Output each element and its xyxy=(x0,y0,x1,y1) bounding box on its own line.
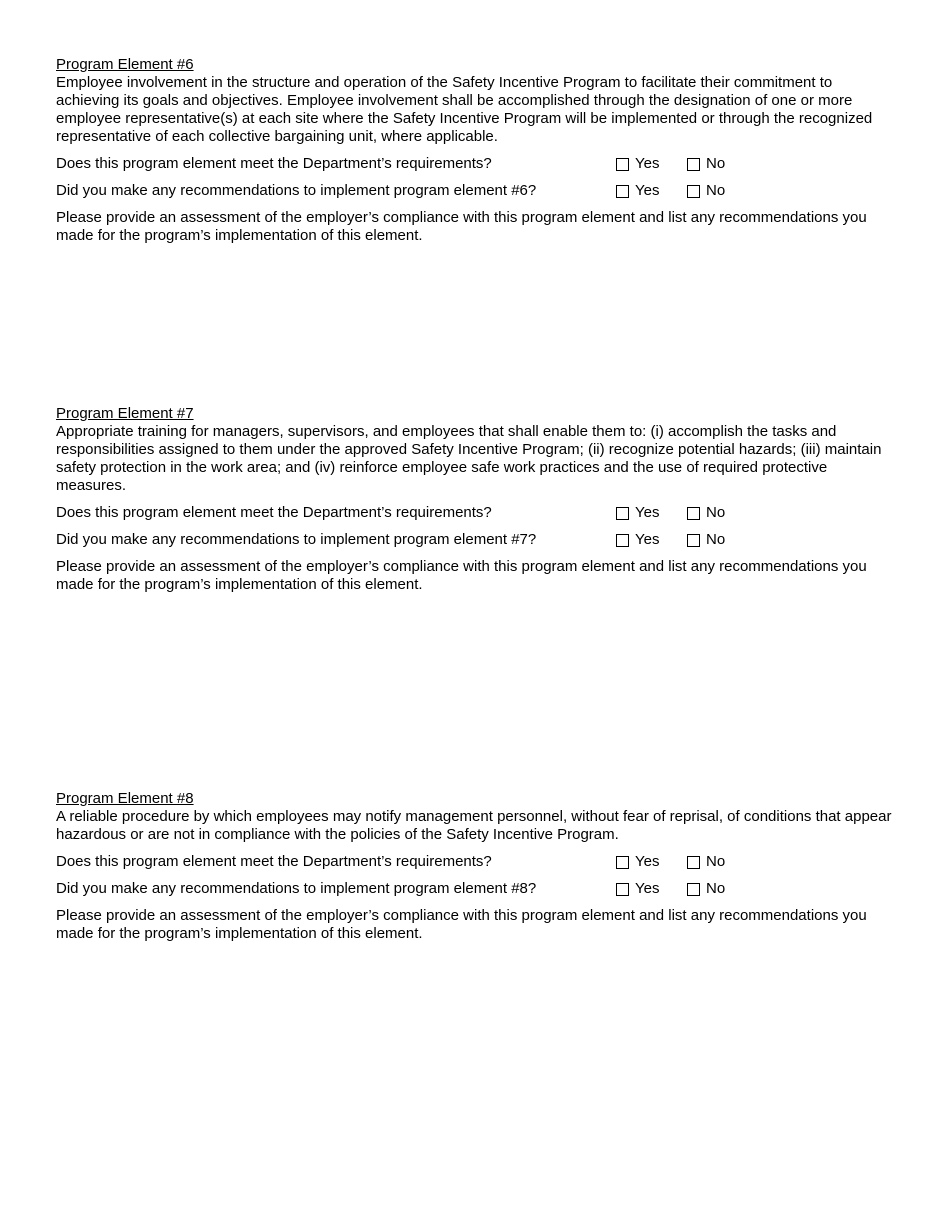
assessment-answer-area[interactable] xyxy=(56,594,896,744)
recommendations-yes-option[interactable] xyxy=(616,880,659,898)
yes-label: Yes xyxy=(635,531,660,548)
no-label: No xyxy=(706,504,726,521)
no-label: No xyxy=(706,155,726,172)
program-element-7 xyxy=(56,405,896,744)
recommendations-question: Did you make any recommendations to implement program element #6? xyxy=(56,182,537,199)
no-label: No xyxy=(706,531,726,548)
requirements-no-option[interactable] xyxy=(687,155,725,173)
checkbox[interactable] xyxy=(616,507,629,520)
element-heading: Program Element #7 xyxy=(56,405,194,422)
recommendations-no-option[interactable] xyxy=(687,531,725,549)
assessment-answer-area[interactable] xyxy=(56,943,896,1093)
recommendations-question: Did you make any recommendations to implement program element #8? xyxy=(56,880,537,897)
element-description: Employee involvement in the structure and operation of the Safety Incentive Program to facilitate their commitment to achieving its goals and objectives. Employee involvement shall be accomplished through the designation of one or more employee representative(s) at each site where the Safety Incentive Program will be implemented or through the recognized representative of each collective bargaining unit, where applicable. xyxy=(56,74,873,145)
requirements-yes-option[interactable] xyxy=(616,155,659,173)
no-label: No xyxy=(706,880,726,897)
requirements-question-row xyxy=(56,146,896,173)
yes-label: Yes xyxy=(635,504,660,521)
recommendations-no-option[interactable] xyxy=(687,182,725,200)
assessment-prompt: Please provide an assessment of the employer’s compliance with this program element and list any recommendations you made for the program’s implementation of this element. xyxy=(56,209,867,244)
checkbox[interactable] xyxy=(687,507,700,520)
recommendations-question: Did you make any recommendations to implement program element #7? xyxy=(56,531,537,548)
requirements-question: Does this program element meet the Department’s requirements? xyxy=(56,155,492,172)
element-description: A reliable procedure by which employees may notify management personnel, without fear of reprisal, of conditions that appear hazardous or are not in compliance with the policies of the Safety Incentive Program. xyxy=(56,808,892,843)
checkbox[interactable] xyxy=(687,158,700,171)
requirements-no-option[interactable] xyxy=(687,853,725,871)
checkbox[interactable] xyxy=(616,883,629,896)
element-description: Appropriate training for managers, supervisors, and employees that shall enable them to: (i) accomplish the tasks and responsibilities assigned to them under the approved Safety Incentive Program; (ii) recognize potential hazards; (iii) maintain safety protection in the work area; and (iv) reinforce employee safe work practices and the use of required protective measures. xyxy=(56,423,882,494)
yes-label: Yes xyxy=(635,155,660,172)
requirements-question-row xyxy=(56,495,896,522)
assessment-answer-area[interactable] xyxy=(56,245,896,395)
no-label: No xyxy=(706,182,726,199)
recommendations-question-row xyxy=(56,522,896,549)
checkbox[interactable] xyxy=(616,185,629,198)
checkbox[interactable] xyxy=(616,158,629,171)
program-element-6 xyxy=(56,56,896,395)
element-heading: Program Element #8 xyxy=(56,790,194,807)
requirements-yes-option[interactable] xyxy=(616,853,659,871)
yes-label: Yes xyxy=(635,880,660,897)
recommendations-yes-option[interactable] xyxy=(616,531,659,549)
checkbox[interactable] xyxy=(687,185,700,198)
no-label: No xyxy=(706,853,726,870)
recommendations-question-row xyxy=(56,871,896,898)
element-heading: Program Element #6 xyxy=(56,56,194,73)
requirements-no-option[interactable] xyxy=(687,504,725,522)
checkbox[interactable] xyxy=(616,534,629,547)
recommendations-question-row xyxy=(56,173,896,200)
checkbox[interactable] xyxy=(616,856,629,869)
recommendations-no-option[interactable] xyxy=(687,880,725,898)
assessment-prompt: Please provide an assessment of the employer’s compliance with this program element and list any recommendations you made for the program’s implementation of this element. xyxy=(56,558,867,593)
yes-label: Yes xyxy=(635,182,660,199)
requirements-question: Does this program element meet the Department’s requirements? xyxy=(56,504,492,521)
checkbox[interactable] xyxy=(687,534,700,547)
checkbox[interactable] xyxy=(687,883,700,896)
checkbox[interactable] xyxy=(687,856,700,869)
requirements-question: Does this program element meet the Department’s requirements? xyxy=(56,853,492,870)
yes-label: Yes xyxy=(635,853,660,870)
requirements-yes-option[interactable] xyxy=(616,504,659,522)
assessment-prompt: Please provide an assessment of the employer’s compliance with this program element and list any recommendations you made for the program’s implementation of this element. xyxy=(56,907,867,942)
recommendations-yes-option[interactable] xyxy=(616,182,659,200)
program-element-8 xyxy=(56,790,896,1093)
requirements-question-row xyxy=(56,844,896,871)
